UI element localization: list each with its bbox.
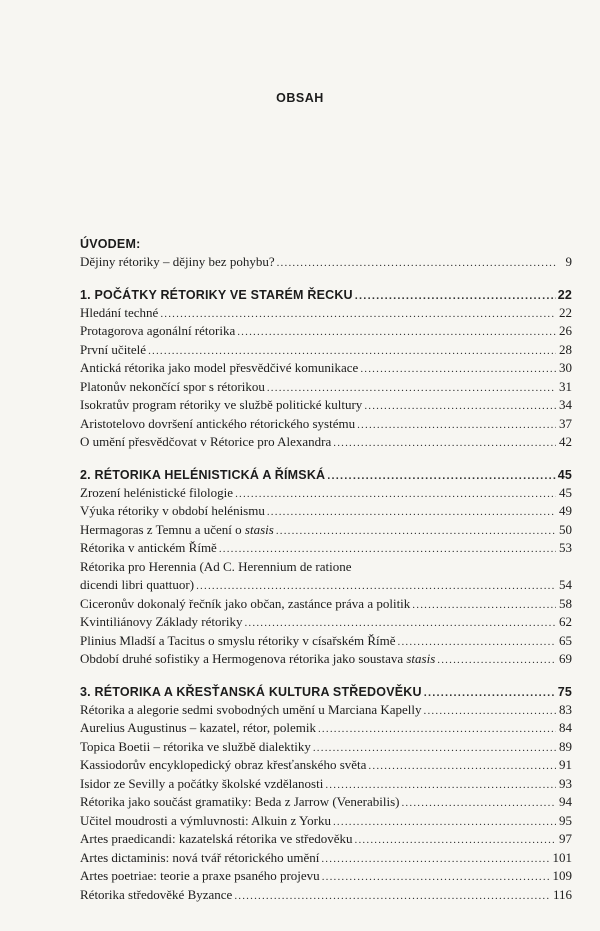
toc-entry-title: Artes praedicandi: kazatelská rétorika ve středověku (80, 831, 353, 846)
dot-leader (357, 416, 556, 435)
toc-entry-title: Rétorika pro Herennia (Ad C. Herennium de ratione (80, 558, 352, 574)
toc-entry-title: Rétorika v antickém Římě (80, 540, 217, 555)
toc-entry (80, 415, 572, 434)
toc-entry (80, 849, 572, 868)
dot-leader (355, 287, 556, 305)
toc-entry-page: 49 (559, 503, 572, 518)
toc-entry-page: 28 (559, 341, 572, 357)
toc-entry-title: Rétorika středověké Byzance (80, 886, 233, 902)
section-heading (80, 683, 572, 701)
page-title: OBSAH (276, 91, 324, 105)
toc-entry-page: 54 (559, 577, 572, 592)
toc-entry (80, 341, 572, 360)
toc-entry (80, 521, 572, 540)
toc-entry-page: 42 (559, 434, 572, 449)
toc-entry-title: Artes poetriae: teorie a praxe psaného projevu (80, 868, 320, 883)
section-heading (80, 235, 572, 253)
dot-leader (237, 323, 556, 342)
toc-entry-page: 31 (559, 378, 572, 394)
dot-leader (322, 868, 551, 887)
dot-leader (327, 467, 555, 485)
toc-entry-page: 45 (559, 484, 572, 500)
toc-entry-title: Protagorova agonální rétorika (80, 323, 236, 338)
dot-leader (355, 831, 556, 850)
toc-section-2 (80, 466, 572, 669)
dot-leader (368, 757, 556, 776)
toc-entry-title: Topica Boetii – rétorika ve službě dialektiky (80, 738, 311, 754)
toc-entry-page: 83 (559, 701, 572, 717)
section-heading-page: 75 (557, 684, 572, 699)
toc-entry-title: dicendi libri quattuor) (80, 577, 195, 592)
toc-entry (80, 738, 572, 757)
toc-entry-title: Isokratův program rétoriky ve službě politické kultury (80, 397, 363, 412)
toc-entry-page: 50 (559, 521, 572, 537)
dot-leader (196, 577, 556, 596)
section-heading-text: 3. RÉTORIKA A KŘESŤANSKÁ KULTURA STŘEDOVĚKU (80, 684, 422, 699)
toc-entry-title: Zrození helénistické filologie (80, 484, 234, 500)
toc-entry (80, 396, 572, 415)
dot-leader (364, 397, 556, 416)
table-of-contents (80, 235, 572, 904)
toc-entry-title: Kvintiliánovy Základy rétoriky (80, 614, 243, 629)
toc-entry (80, 322, 572, 341)
dot-leader (277, 254, 556, 273)
dot-leader (148, 342, 556, 361)
toc-entry-page: 53 (559, 540, 572, 555)
toc-entry-page: 91 (559, 757, 572, 772)
toc-entry-page: 65 (559, 632, 572, 648)
toc-entry (80, 632, 572, 651)
toc-entry-title: Výuka rétoriky v období helénismu (80, 503, 265, 518)
toc-entry (80, 502, 572, 521)
dot-leader (234, 887, 551, 906)
toc-entry-title: Aristotelovo dovršení antického rétorického systému (80, 415, 356, 431)
dot-leader (325, 776, 556, 795)
toc-entry-page: 34 (559, 397, 572, 412)
toc-entry-title: Isidor ze Sevilly a počátky školské vzdělanosti (80, 775, 324, 791)
toc-entry-title: Antická rétorika jako model přesvědčivé komunikace (80, 360, 359, 375)
toc-entry-title: Plinius Mladší a Tacitus o smyslu rétoriky v císařském Římě (80, 632, 396, 648)
section-heading-text: 1. POČÁTKY RÉTORIKY VE STARÉM ŘECKU (80, 287, 353, 302)
toc-entry-page: 95 (559, 812, 572, 828)
toc-entry-title: Aurelius Augustinus – kazatel, rétor, polemik (80, 720, 316, 735)
toc-section-1 (80, 286, 572, 452)
toc-entry-title: Dějiny rétoriky – dějiny bez pohybu? (80, 254, 275, 269)
section-heading (80, 286, 572, 304)
toc-entry (80, 359, 572, 378)
toc-entry (80, 613, 572, 632)
toc-entry (80, 304, 572, 323)
toc-entry-title: První učitelé (80, 341, 147, 357)
toc-entry-title: Rétorika jako součást gramatiky: Beda z Jarrow (Venerabilis) (80, 794, 400, 809)
toc-entry-page: 93 (559, 775, 572, 791)
toc-entry (80, 756, 572, 775)
toc-entry-page: 109 (552, 868, 572, 883)
dot-leader (398, 633, 556, 652)
toc-entry (80, 775, 572, 794)
section-heading-page: 22 (557, 287, 572, 302)
dot-leader (235, 485, 556, 504)
toc-entry-page: 97 (559, 831, 572, 846)
toc-entry-page: 22 (559, 304, 572, 320)
toc-entry-title: Ciceronův dokonalý řečník jako občan, zastánce práva a politik (80, 595, 411, 611)
toc-entry-title: Hledání techné (80, 304, 159, 320)
dot-leader (360, 360, 556, 379)
dot-leader (267, 379, 556, 398)
toc-entry-page: 89 (559, 738, 572, 754)
dot-leader (276, 522, 556, 541)
toc-entry (80, 484, 572, 503)
toc-entry-page: 69 (559, 651, 572, 666)
toc-entry-title: O umění přesvědčovat v Rétorice pro Alexandra (80, 434, 332, 449)
dot-leader (333, 434, 556, 453)
dot-leader (321, 850, 550, 869)
toc-entry (80, 539, 572, 558)
toc-entry-page: 84 (559, 720, 572, 735)
toc-entry (80, 378, 572, 397)
dot-leader (424, 684, 556, 702)
toc-entry-title: Kassiodorův encyklopedický obraz křesťanského světa (80, 757, 367, 772)
toc-entry-title: Hermagoras z Temnu a učení o stasis (80, 521, 274, 537)
toc-entry (80, 595, 572, 614)
dot-leader (160, 305, 556, 324)
dot-leader (333, 813, 556, 832)
toc-entry-title: Artes dictaminis: nová tvář rétorického umění (80, 849, 320, 865)
toc-entry (80, 576, 572, 595)
toc-entry (80, 886, 572, 905)
section-heading-page: 45 (557, 467, 572, 482)
toc-entry (80, 558, 572, 577)
toc-entry (80, 867, 572, 886)
toc-entry (80, 701, 572, 720)
toc-entry-title: Platonův nekončící spor s rétorikou (80, 378, 265, 394)
toc-entry-title: Období druhé sofistiky a Hermogenova rétorika jako soustava stasis (80, 651, 436, 666)
toc-entry-page: 116 (552, 886, 572, 902)
section-heading-text: 2. RÉTORIKA HELÉNISTICKÁ A ŘÍMSKÁ (80, 467, 326, 482)
toc-entry-page: 101 (552, 849, 572, 865)
toc-entry (80, 812, 572, 831)
dot-leader (267, 503, 556, 522)
dot-leader (424, 702, 556, 721)
toc-entry-page: 62 (559, 614, 572, 629)
toc-entry (80, 719, 572, 738)
toc-entry-title: Učitel moudrosti a výmluvnosti: Alkuin z Yorku (80, 812, 331, 828)
toc-entry (80, 650, 572, 669)
dot-leader (244, 614, 556, 633)
toc-entry (80, 433, 572, 452)
dot-leader (219, 540, 556, 559)
dot-leader (318, 720, 556, 739)
toc-entry-page: 58 (559, 595, 572, 611)
toc-entry-page: 37 (559, 415, 572, 431)
section-heading (80, 466, 572, 484)
toc-entry-page: 9 (565, 254, 572, 269)
toc-entry-title: Rétorika a alegorie sedmi svobodných umění u Marciana Kapelly (80, 701, 422, 717)
dot-leader (412, 596, 556, 615)
toc-entry-page: 94 (559, 794, 572, 809)
toc-entry (80, 793, 572, 812)
toc-entry (80, 830, 572, 849)
toc-section-3 (80, 683, 572, 905)
dot-leader (401, 794, 556, 813)
toc-entry-page: 30 (559, 360, 572, 375)
toc-entry (80, 253, 572, 272)
toc-section-intro (80, 235, 572, 272)
dot-leader (437, 651, 556, 670)
dot-leader (313, 739, 556, 758)
section-heading-text: ÚVODEM: (80, 237, 141, 251)
toc-entry-page: 26 (559, 323, 572, 338)
